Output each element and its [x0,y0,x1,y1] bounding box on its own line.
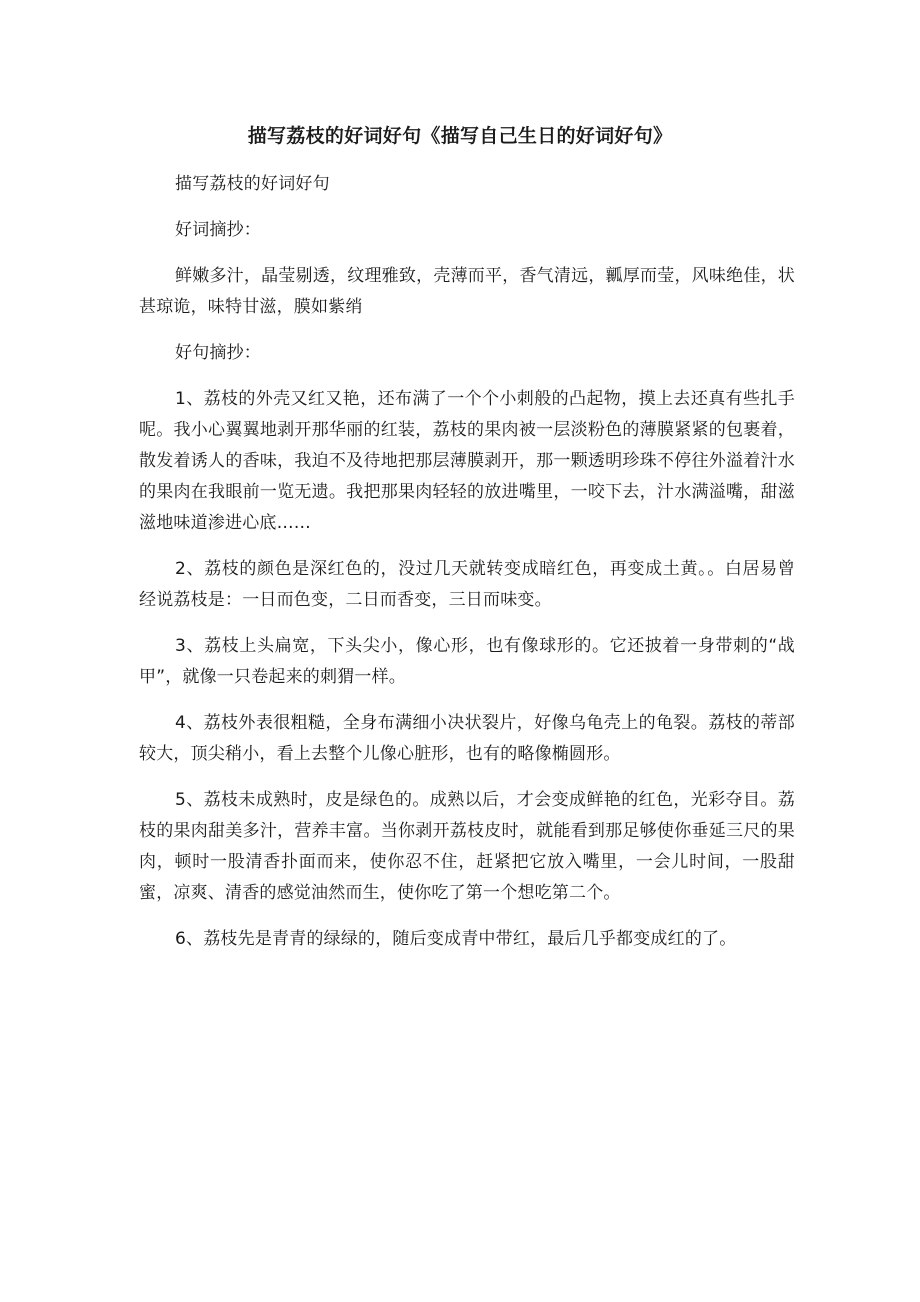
good-words-heading: 好词摘抄： [175,220,261,240]
sentence-paragraph-3: 3、荔枝上头扁宽，下头尖小，像心形，也有像球形的。它还披着一身带刺的“战甲”，就像一只卷起来的刺猬一样。 [139,636,795,687]
sentence-paragraph-2: 2、荔枝的颜色是深红色的，没过几天就转变成暗红色，再变成土黄。。白居易曾经说荔枝是：一日而色变，二日而香变，三日而味变。 [139,559,795,610]
good-words-paragraph: 鲜嫩多汁，晶莹剔透，纹理雅致，壳薄而平，香气清远，瓤厚而莹，风味绝佳，状甚琼诡，味特甘滋，膜如紫绡 [139,266,795,317]
document-body [139,169,795,970]
good-sentences-heading: 好句摘抄： [175,343,261,363]
document-title: 描写荔枝的好词好句《描写自己生日的好词好句》 [247,125,673,147]
sentence-paragraph-6: 6、荔枝先是青青的绿绿的，随后变成青中带红，最后几乎都变成红的了。 [175,929,737,949]
sentence-paragraph-1: 1、荔枝的外壳又红又艳，还布满了一个个小刺般的凸起物，摸上去还真有些扎手呢。我小心翼翼地剥开那华丽的红装，荔枝的果肉被一层淡粉色的薄膜紧紧的包裹着，散发着诱人的香味，我迫不及待地把那层薄膜剥开，那一颗透明珍珠不停往外溢着汁水的果肉在我眼前一览无遗。我把那果肉轻轻的放进嘴里，一咬下去，汁水满溢嘴，甜滋滋地味道渗进心底…… [139,389,795,533]
sentence-paragraph-4: 4、荔枝外表很粗糙，全身布满细小决状裂片，好像乌龟壳上的龟裂。荔枝的蒂部较大，顶尖稍小，看上去整个儿像心脏形，也有的略像椭圆形。 [139,713,795,764]
subtitle-paragraph: 描写荔枝的好词好句 [175,174,330,194]
sentence-paragraph-5: 5、荔枝未成熟时，皮是绿色的。成熟以后，才会变成鲜艳的红色，光彩夺目。荔枝的果肉甜美多汁，营养丰富。当你剥开荔枝皮时，就能看到那足够使你垂延三尺的果肉，顿时一股清香扑面而来，使你忍不住，赶紧把它放入嘴里，一会儿时间，一股甜蜜，凉爽、清香的感觉油然而生，使你吃了第一个想吃第二个。 [139,790,795,903]
